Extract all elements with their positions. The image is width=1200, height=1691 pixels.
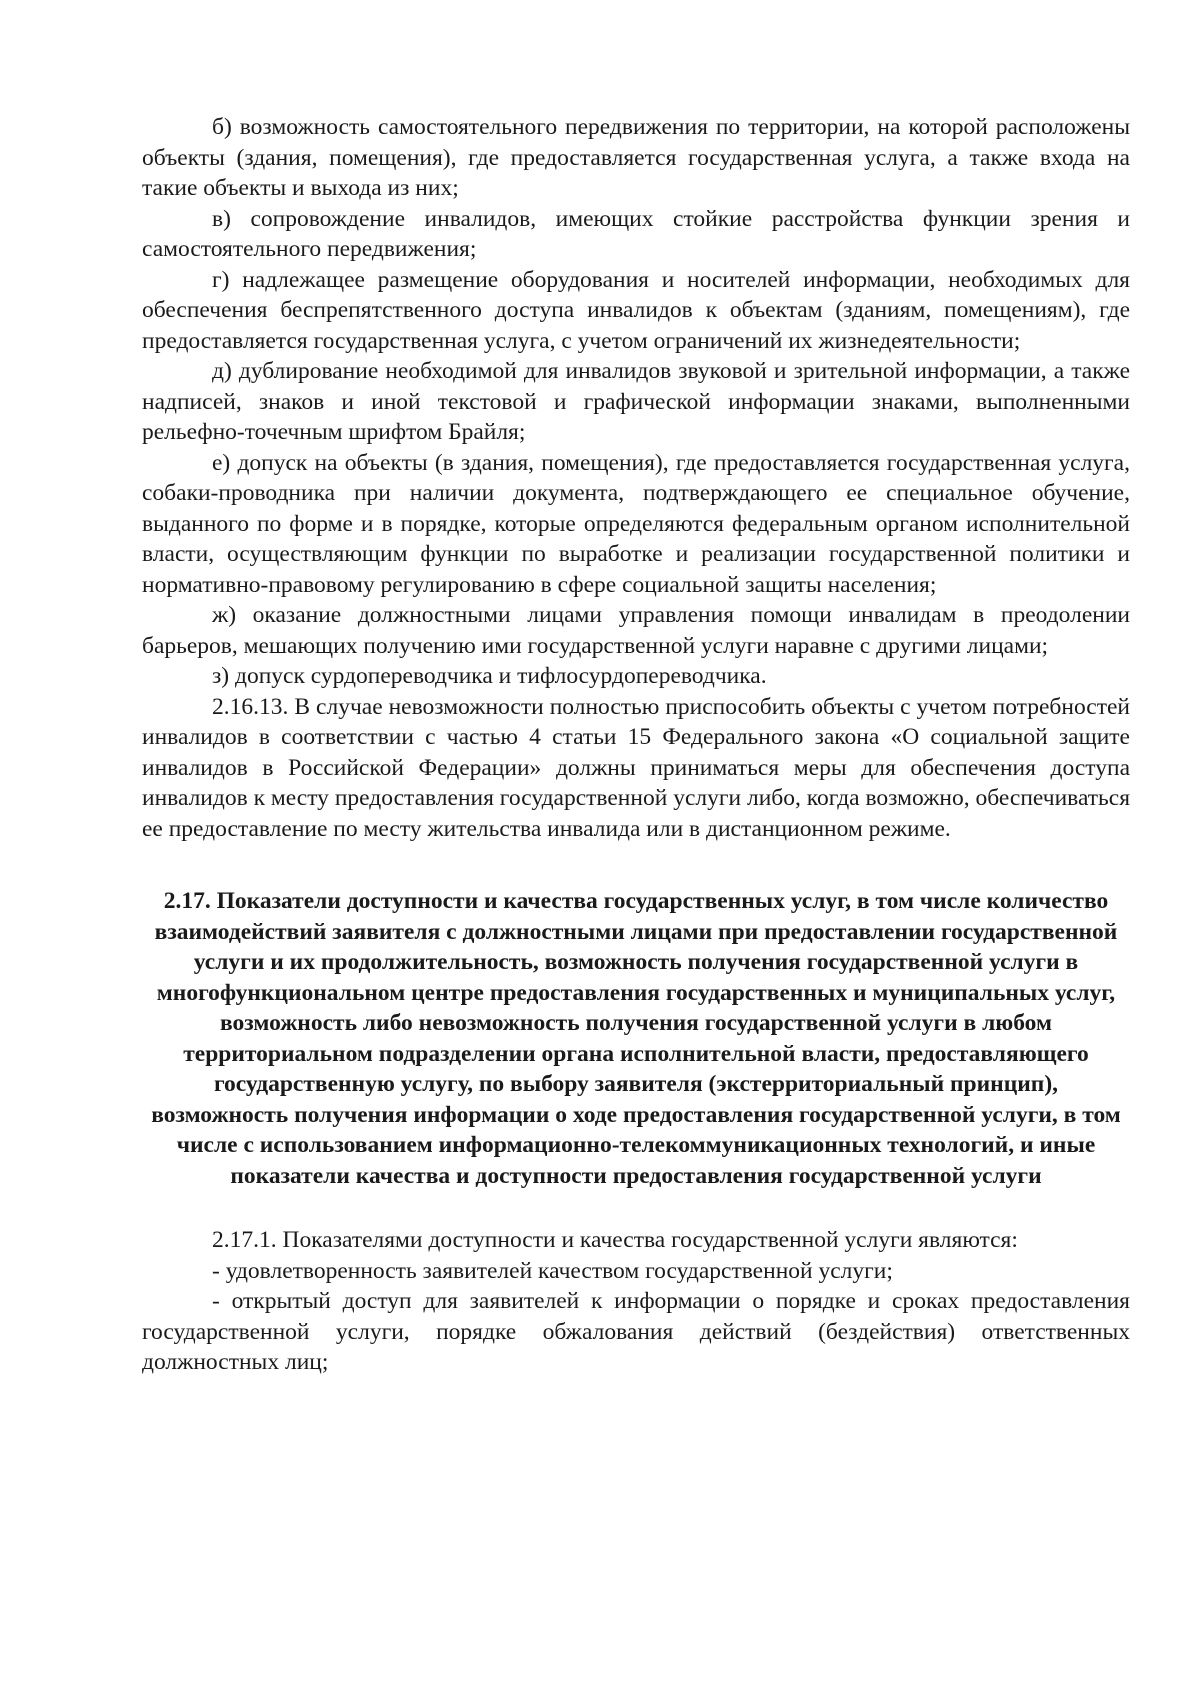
paragraph-e: е) допуск на объекты (в здания, помещения), где предоставляется государственная услуга, собаки-проводника при наличии документа, подтверждающего ее специальное обучение, выданного по форме и в порядке, которые определяются федеральным органом исполнительной власти, осуществляющим функции по выработке и реализации государственной политики и нормативно-правовому регулированию в сфере социальной защиты населения; (142, 449, 1130, 598)
list-item-satisfaction: - удовлетворенность заявителей качеством государственной услуги; (212, 1257, 893, 1284)
list-item-open-access: - открытый доступ для заявителей к информации о порядке и сроках предоставления государственной услуги, порядке обжалования действий (бездействия) ответственных должностных лиц; (142, 1288, 1130, 1375)
paragraph-2-17-1: 2.17.1. Показателями доступности и качества государственной услуги являются: (212, 1227, 1018, 1253)
paragraph-g: г) надлежащее размещение оборудования и носителей информации, необходимых для обеспечения беспрепятственного доступа инвалидов к объектам (зданиям, помещениям), где предоставляется государственная услуга, с учетом ограничений их жизнедеятельности; (142, 266, 1130, 354)
document-page (142, 112, 1130, 1378)
paragraph-d: д) дублирование необходимой для инвалидов звуковой и зрительной информации, а также надписей, знаков и иной текстовой и графической информации знаками, выполненными рельефно-точечным шрифтом Брайля; (142, 358, 1130, 445)
section-heading-2-17: 2.17. Показатели доступности и качества государственных услуг, в том числе количество взаимодействий заявителя с должностными лицами при предоставлении государственной услуги и их продолжительность, возможность получения государственной услуги в многофункциональном центре предоставления государственных и муниципальных услуг, возможность либо невозможность получения государственной услуги в любом территориальном подразделении органа исполнительной власти, предоставляющего государственную услугу, по выбору заявителя (экстерриториальный принцип), возможность получения информации о ходе предоставления государственной услуги, в том числе с использованием информационно-телекоммуникационных технологий, и иные показатели качества и доступности предоставления государственной услуги (151, 888, 1121, 1189)
paragraph-v: в) сопровождение инвалидов, имеющих стойкие расстройства функции зрения и самостоятельного передвижения; (142, 205, 1130, 262)
paragraph-zh: ж) оказание должностными лицами управления помощи инвалидам в преодолении барьеров, мешающих получению ими государственной услуги наравне с другими лицами; (142, 602, 1130, 659)
paragraph-b: б) возможность самостоятельного передвижения по территории, на которой расположены объекты (здания, помещения), где предоставляется государственная услуга, а также входа на такие объекты и выхода из них; (142, 114, 1130, 201)
section-spacer (142, 1191, 1130, 1225)
paragraph-2-16-13: 2.16.13. В случае невозможности полностью приспособить объекты с учетом потребностей инвалидов в соответствии с частью 4 статьи 15 Федерального закона «О социальной защите инвалидов в Российской Федерации» должны приниматься меры для обеспечения доступа инвалидов к месту предоставления государственной услуги либо, когда возможно, обеспечиваться ее предоставление по месту жительства инвалида или в дистанционном режиме. (142, 693, 1130, 842)
paragraph-z: з) допуск сурдопереводчика и тифлосурдопереводчика. (212, 663, 767, 689)
